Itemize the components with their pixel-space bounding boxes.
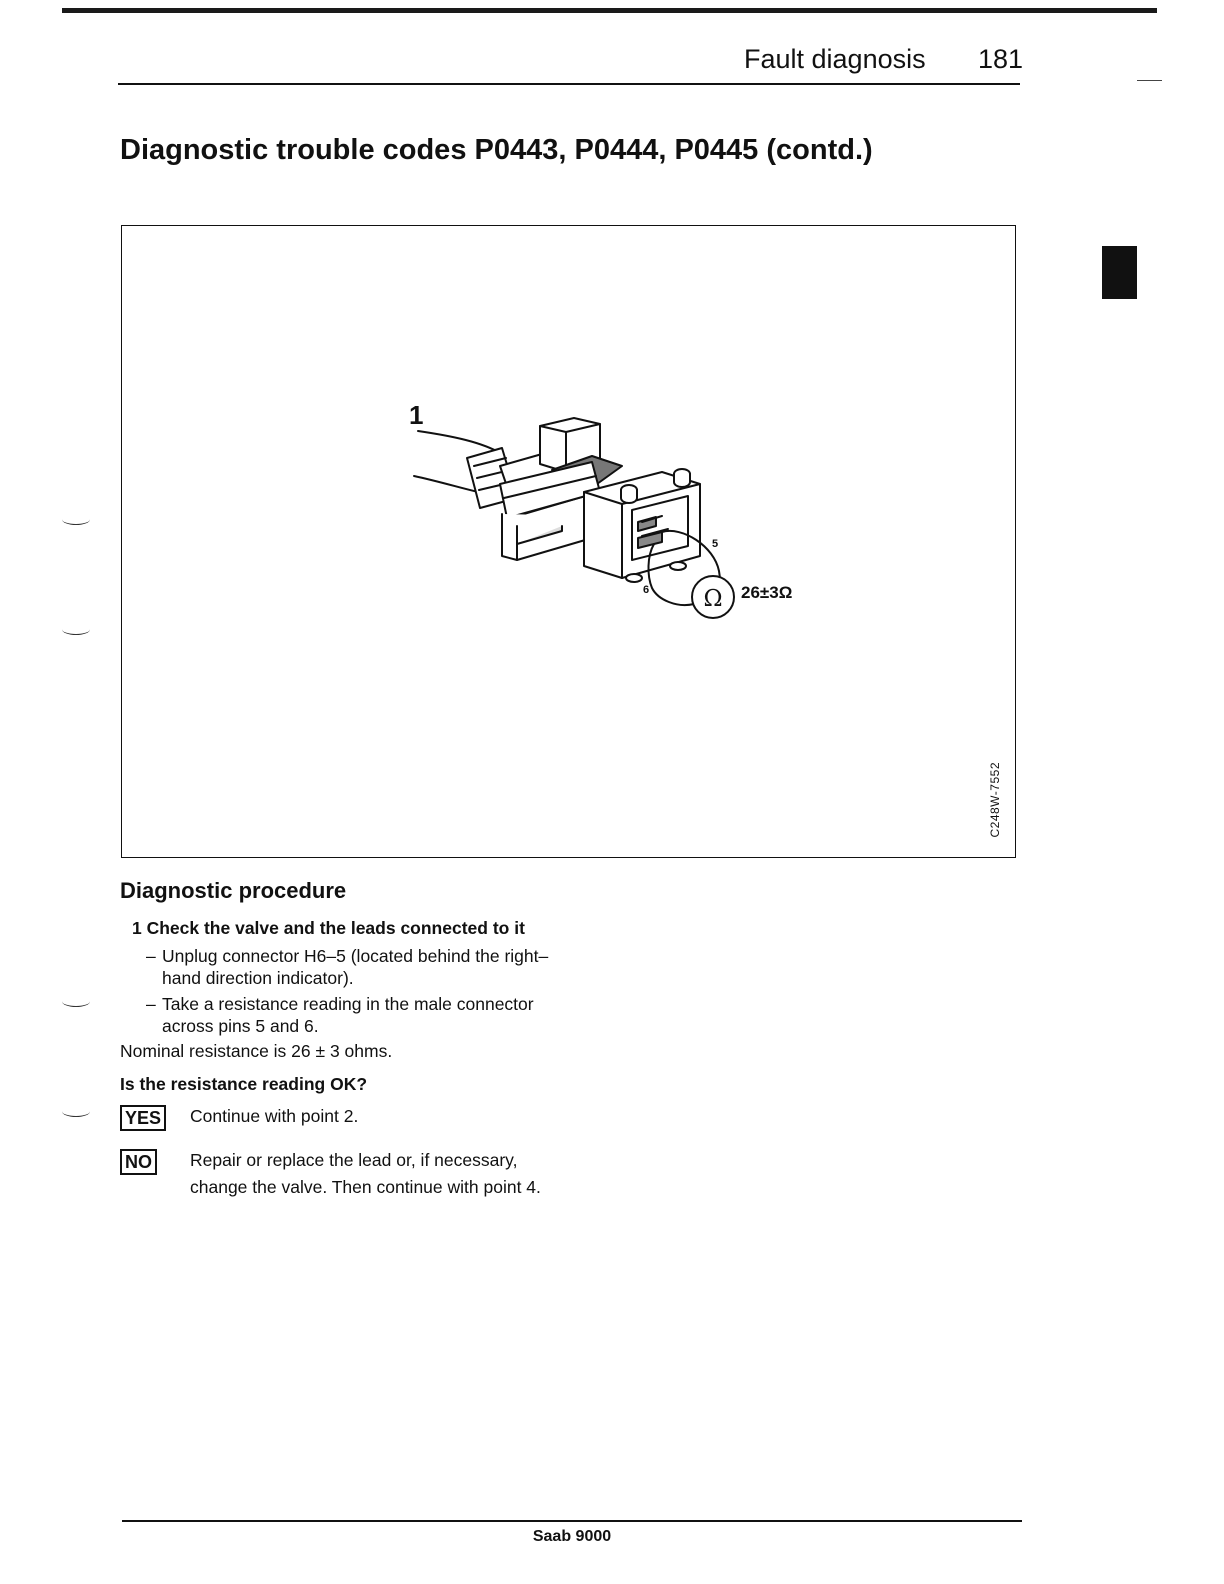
figure-frame — [121, 225, 1016, 858]
list-item — [146, 993, 550, 1037]
margin-mark — [62, 1106, 90, 1117]
procedure-heading: Diagnostic procedure — [120, 878, 347, 903]
nominal-resistance: Nominal resistance is 26 ± 3 ohms. — [120, 1041, 393, 1061]
dash-marker: – — [146, 994, 156, 1014]
yes-tag: YES — [120, 1105, 166, 1131]
figure-code: C248W-7552 — [988, 761, 1002, 837]
margin-mark — [62, 514, 90, 525]
answer-no — [120, 1147, 550, 1207]
pin-label-6: 6 — [643, 584, 650, 596]
connector-illustration — [122, 226, 1015, 857]
bullet-text: Unplug connector H6–5 (located behind the right–hand direction indicator). — [162, 946, 549, 988]
footer-text: Saab 9000 — [532, 1528, 612, 1545]
step-title: 1 Check the valve and the leads connected to it — [132, 918, 525, 938]
yes-text: Continue with point 2. — [190, 1106, 359, 1126]
diagnostic-procedure — [120, 878, 550, 1217]
callout-number: 1 — [409, 400, 424, 430]
section-name: Fault diagnosis — [744, 44, 926, 74]
no-text: Repair or replace the lead or, if necessary, change the valve. Then continue with point 4. — [190, 1150, 541, 1197]
bullet-text: Take a resistance reading in the male connector across pins 5 and 6. — [162, 994, 534, 1036]
no-tag: NO — [120, 1149, 157, 1175]
pin-label-5: 5 — [712, 538, 719, 550]
margin-mark — [62, 996, 90, 1007]
answer-yes — [120, 1103, 550, 1137]
header-rule — [118, 83, 1020, 85]
top-rule — [62, 8, 1157, 13]
thumb-tab-marker — [1102, 246, 1137, 299]
margin-mark — [62, 624, 90, 635]
page-number: 181 — [978, 44, 1024, 74]
resistance-value: 26±3Ω — [741, 583, 793, 602]
margin-dash — [1137, 80, 1162, 81]
question: Is the resistance reading OK? — [120, 1074, 368, 1094]
list-item — [146, 945, 550, 989]
ohm-symbol: Ω — [703, 586, 723, 612]
page-title: Diagnostic trouble codes P0443, P0444, P0445 (contd.) — [120, 134, 873, 166]
dash-marker: – — [146, 946, 156, 966]
footer-rule — [122, 1520, 1022, 1522]
